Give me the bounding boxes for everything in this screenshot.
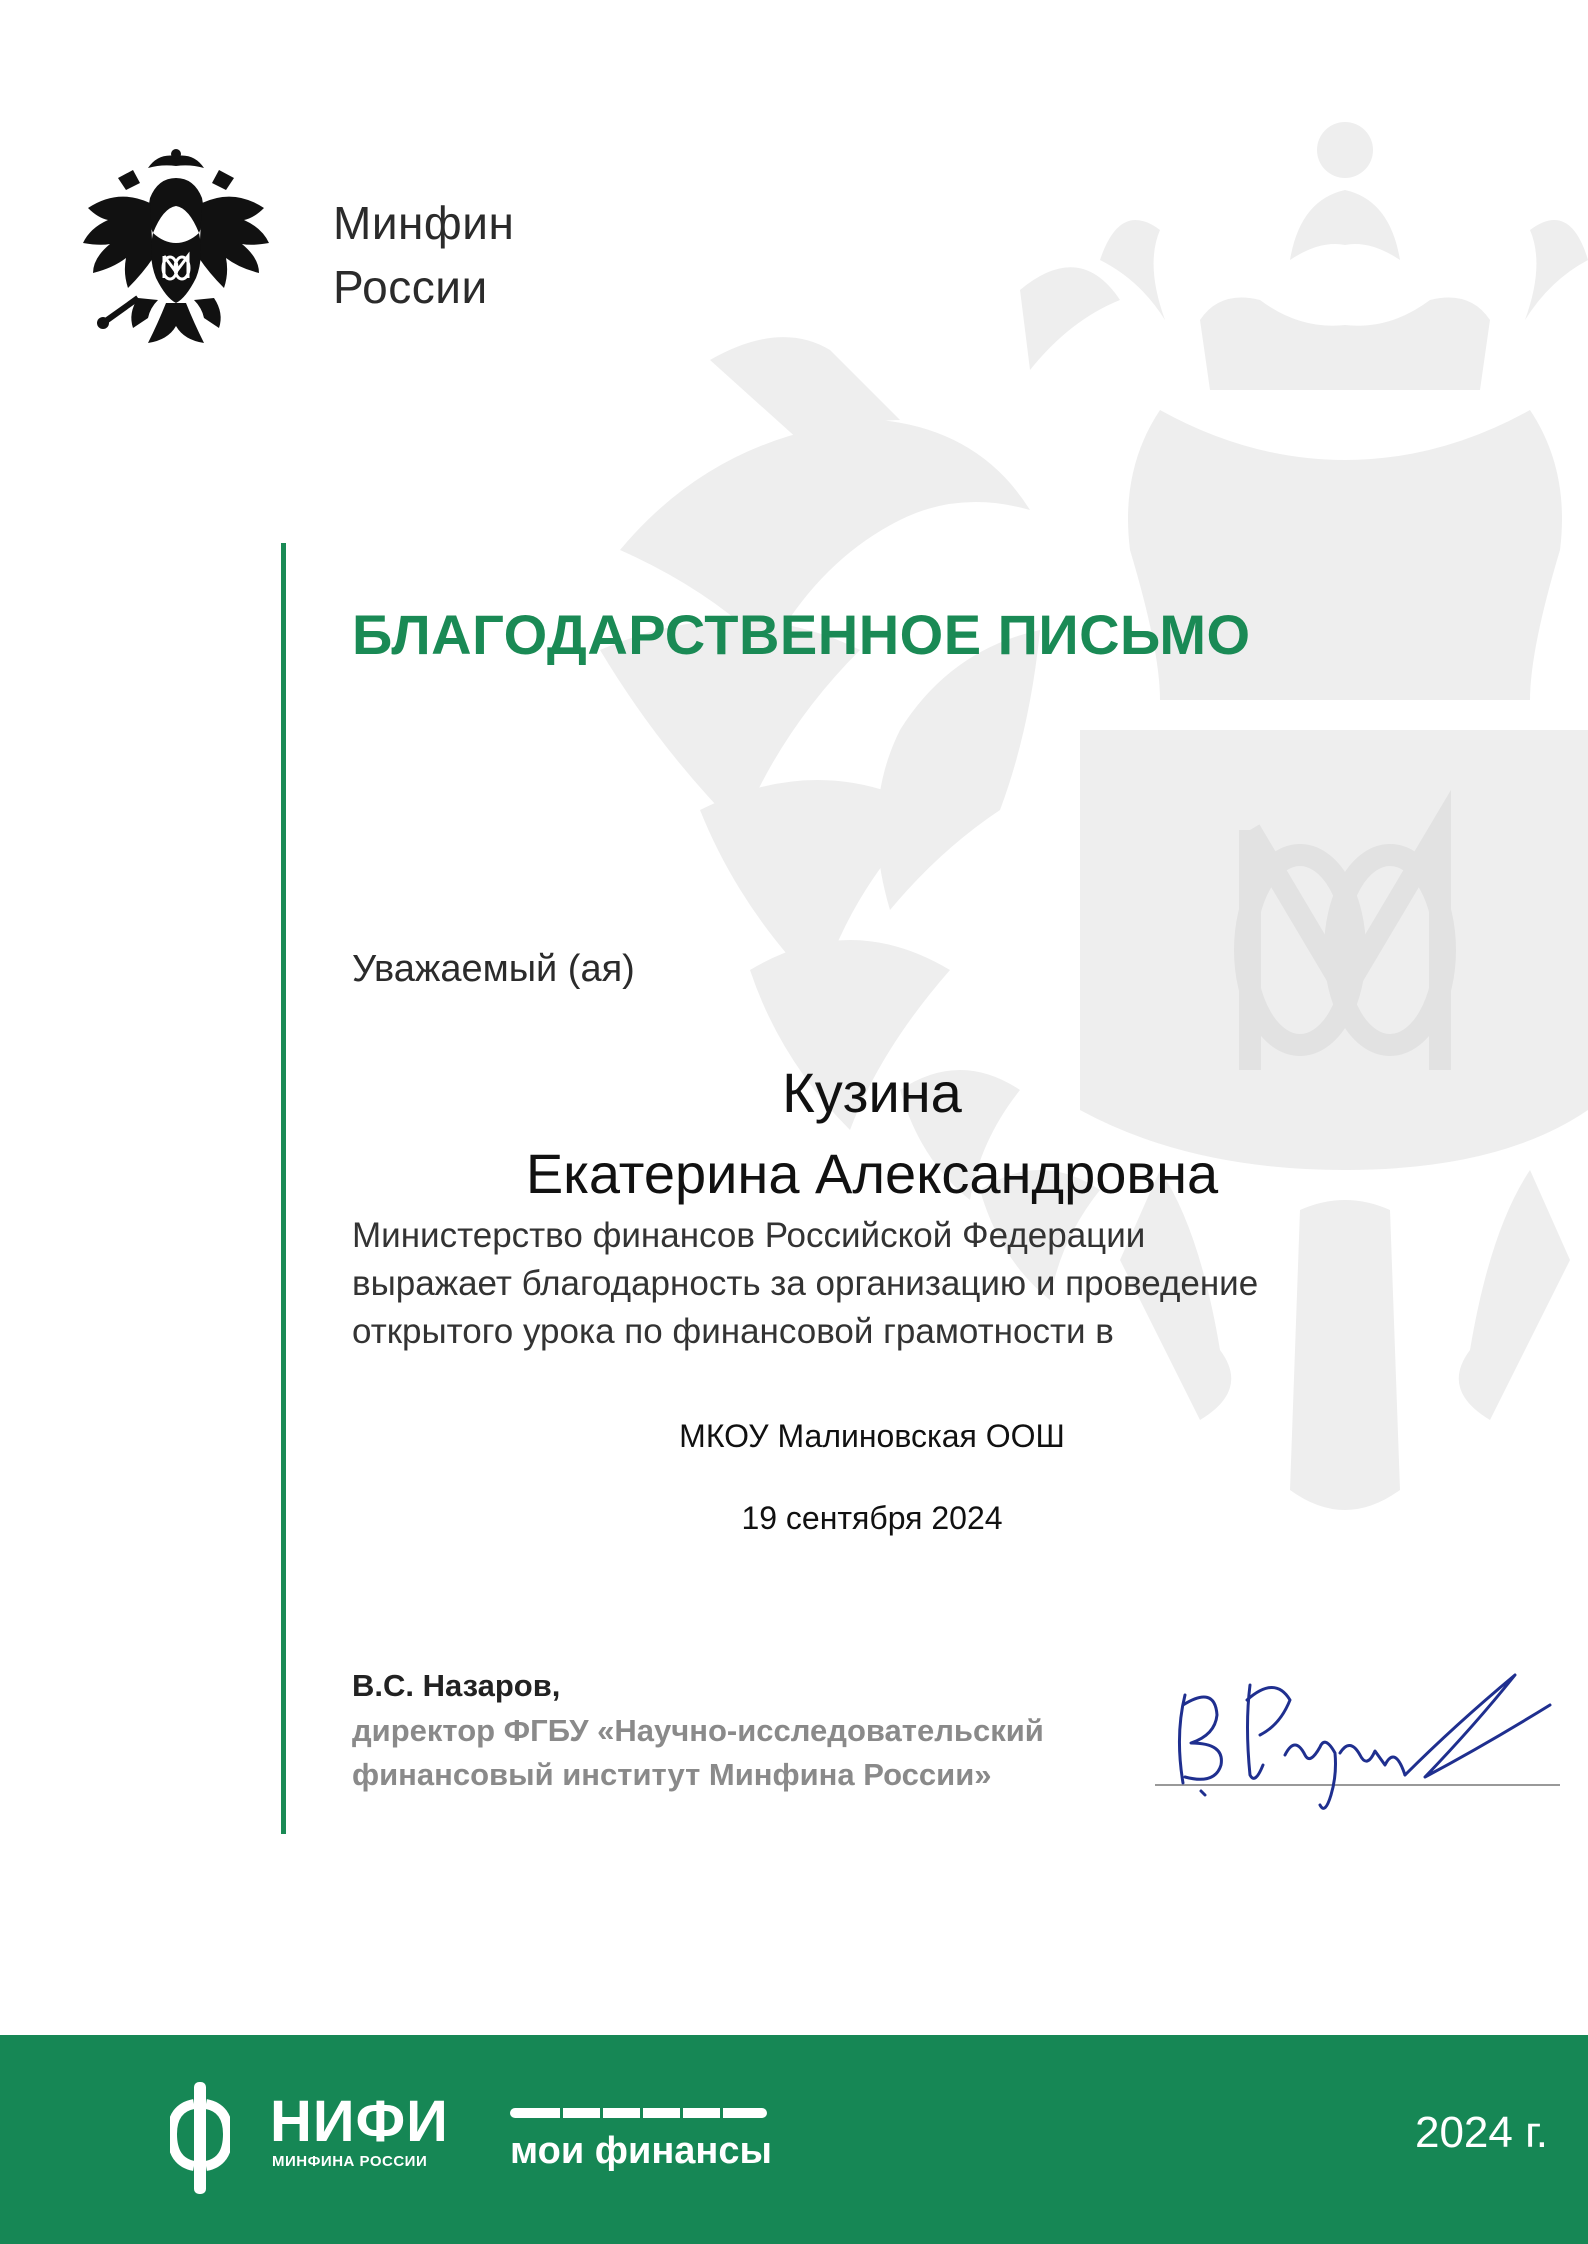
moi-finansy-logo-text: мои финансы xyxy=(510,2130,772,2172)
body-text-line: выражает благодарность за организацию и проведение xyxy=(352,1264,1259,1303)
letter-title: БЛАГОДАРСТВЕННОЕ ПИСЬМО xyxy=(352,603,1251,666)
event-date: 19 сентября 2024 xyxy=(741,1500,1003,1536)
moi-finansy-bars-icon xyxy=(510,2108,767,2118)
body-text-line: открытого урока по финансовой грамотности в xyxy=(352,1312,1114,1351)
org-name-line1: Минфин xyxy=(333,197,515,249)
recipient-surname: Кузина xyxy=(782,1061,962,1124)
salutation: Уважаемый (ая) xyxy=(352,948,635,990)
accent-divider xyxy=(281,543,286,1834)
body-text-line: Министерство финансов Российской Федерации xyxy=(352,1216,1146,1255)
signer-position-line2: финансовый институт Минфина России» xyxy=(352,1757,992,1792)
recipient-name: Екатерина Александровна xyxy=(525,1142,1219,1205)
coat-of-arms-icon xyxy=(78,148,274,353)
footer-band xyxy=(0,2035,1588,2244)
handwritten-signature-icon xyxy=(1155,1665,1565,1825)
signer-name: В.С. Назаров, xyxy=(352,1668,561,1703)
nifi-logo-text: НИФИ xyxy=(270,2089,449,2154)
org-name-line2: России xyxy=(333,261,488,313)
school-name: МКОУ Малиновская ООШ xyxy=(679,1418,1065,1454)
nifi-logo-subtitle: МИНФИНА РОССИИ xyxy=(272,2153,428,2170)
nifi-phi-logo-icon xyxy=(170,2082,230,2194)
footer-year: 2024 г. xyxy=(1414,2108,1548,2157)
signer-position-line1: директор ФГБУ «Научно-исследовательский xyxy=(352,1713,1044,1748)
